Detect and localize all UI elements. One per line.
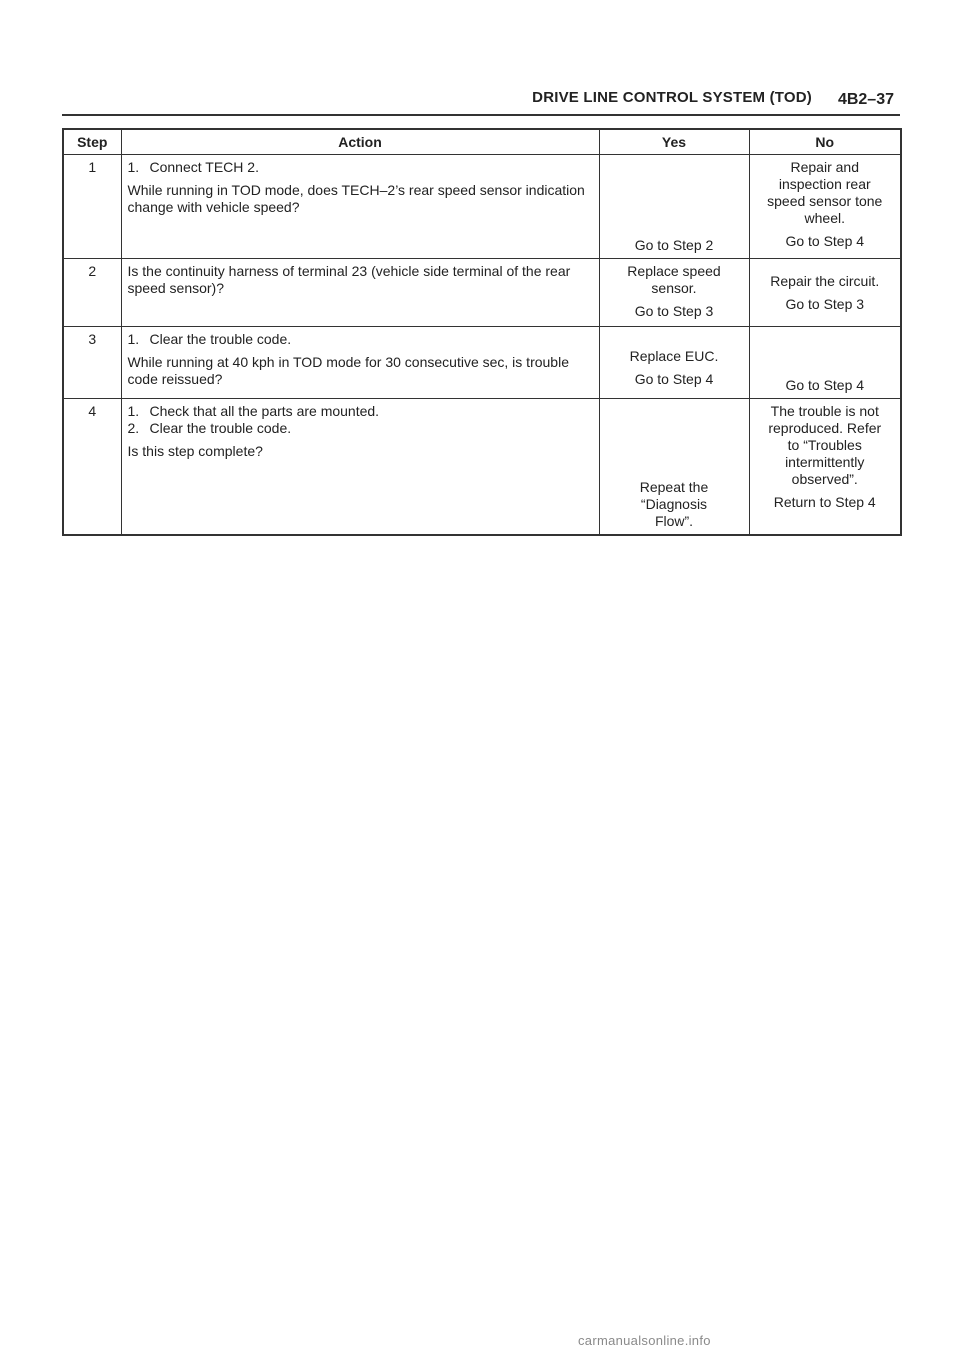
step-number: 3 [63, 327, 121, 399]
step-number: 4 [63, 399, 121, 535]
table-header-row [63, 129, 901, 155]
column-header-no: No [749, 129, 901, 155]
action-question: While running at 40 kph in TOD mode for 30 consecutive sec, is trouble code reissued? [127, 354, 569, 387]
yes-cell: Replace EUC. Go to Step 4 [599, 327, 749, 399]
page-number: 4B2–37 [837, 91, 894, 108]
action-question: While running in TOD mode, does TECH–2’s rear speed sensor indication change with vehicle speed? [127, 182, 585, 215]
yes-cell: Replace speed sensor. Go to Step 3 [599, 259, 749, 327]
diagnosis-table [62, 128, 902, 536]
no-cell: Go to Step 4 [749, 327, 901, 399]
action-list-item: 1. Clear the trouble code. [127, 331, 292, 347]
no-cell: Repair and inspection rear speed sensor tone wheel. Go to Step 4 [749, 155, 901, 259]
column-header-action: Action [121, 129, 599, 155]
watermark: carmanualsonline.info [578, 1333, 711, 1348]
action-list-item: 1. Connect TECH 2. [127, 159, 259, 175]
action-cell [121, 155, 599, 259]
step-number: 2 [63, 259, 121, 327]
action-question: Is the continuity harness of terminal 23 (vehicle side terminal of the rear speed sensor)? [127, 263, 571, 296]
step-number: 1 [63, 155, 121, 259]
yes-cell: Go to Step 2 [599, 155, 749, 259]
table-row [63, 327, 901, 399]
action-cell [121, 399, 599, 535]
column-header-yes: Yes [599, 129, 749, 155]
yes-cell: Repeat the “Diagnosis Flow”. [599, 399, 749, 535]
action-list-item: 1. Check that all the parts are mounted. [127, 403, 380, 419]
action-list-item: 2. Clear the trouble code. [127, 420, 292, 436]
table-row [63, 399, 901, 535]
column-header-step: Step [63, 129, 121, 155]
action-cell [121, 327, 599, 399]
page-header [62, 86, 900, 116]
action-cell [121, 259, 599, 327]
section-title: DRIVE LINE CONTROL SYSTEM (TOD) [532, 89, 812, 106]
table-row [63, 155, 901, 259]
table-row [63, 259, 901, 327]
no-cell: Repair the circuit. Go to Step 3 [749, 259, 901, 327]
no-cell: The trouble is not reproduced. Refer to “Troubles intermittently observed”. Return to Step 4 [749, 399, 901, 535]
action-question: Is this step complete? [127, 443, 263, 459]
